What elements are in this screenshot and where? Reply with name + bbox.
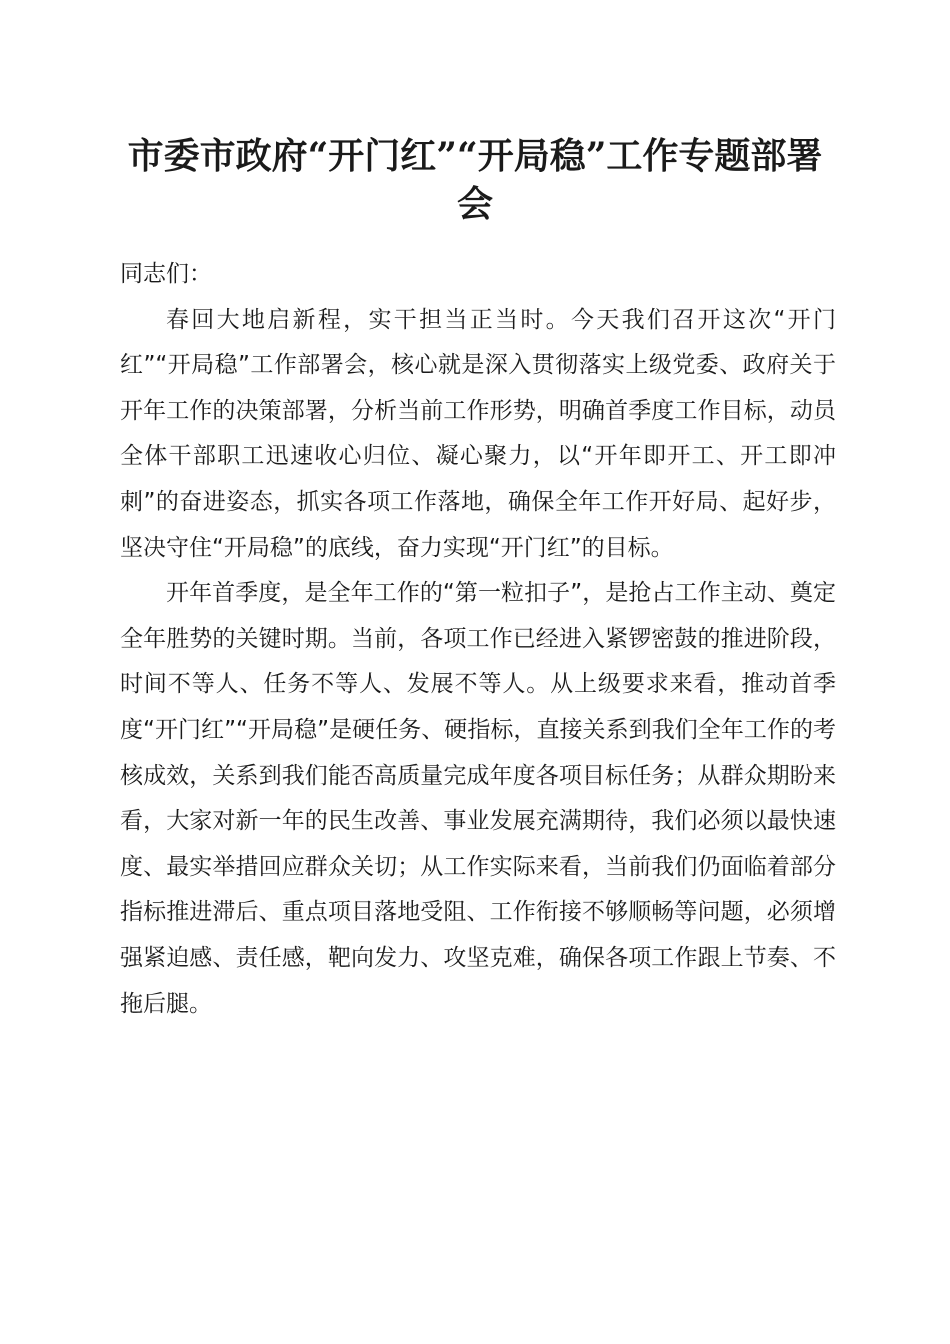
paragraph-2: 开年首季度，是全年工作的“第一粒扣子”，是抢占工作主动、奠定全年胜势的关键时期。当前，各项工作已经进入紧锣密鼓的推进阶段，时间不等人、任务不等人、发展不等人。从上级要求来看，推动首季度“开门红”“开局稳”是硬任务、硬指标，直接关系到我们全年工作的考核成效，关系到我们能否高质量完成年度各项目标任务；从群众期盼来看，大家对新一年的民生改善、事业发展充满期待，我们必须以最快速度、最实举措回应群众关切；从工作实际来看，当前我们仍面临着部分指标推进滞后、重点项目落地受阻、工作衔接不够顺畅等问题，必须增强紧迫感、责任感，靶向发力、攻坚克难，确保各项工作跟上节奏、不拖后腿。	[120, 580, 836, 1017]
paragraph-1: 春回大地启新程，实干担当正当时。今天我们召开这次“开门红”“开局稳”工作部署会，核心就是深入贯彻落实上级党委、政府关于开年工作的决策部署，分析当前工作形势，明确首季度工作目标，动员全体干部职工迅速收心归位、凝心聚力，以“开年即开工、开工即冲刺”的奋进姿态，抓实各项工作落地，确保全年工作开好局、起好步，坚决守住“开局稳”的底线，奋力实现“开门红”的目标。	[120, 306, 836, 561]
salutation: 同志们：	[120, 261, 212, 287]
document-body	[120, 252, 836, 1027]
document-title: 市委市政府“开门红”“开局稳”工作专题部署会	[127, 135, 823, 225]
